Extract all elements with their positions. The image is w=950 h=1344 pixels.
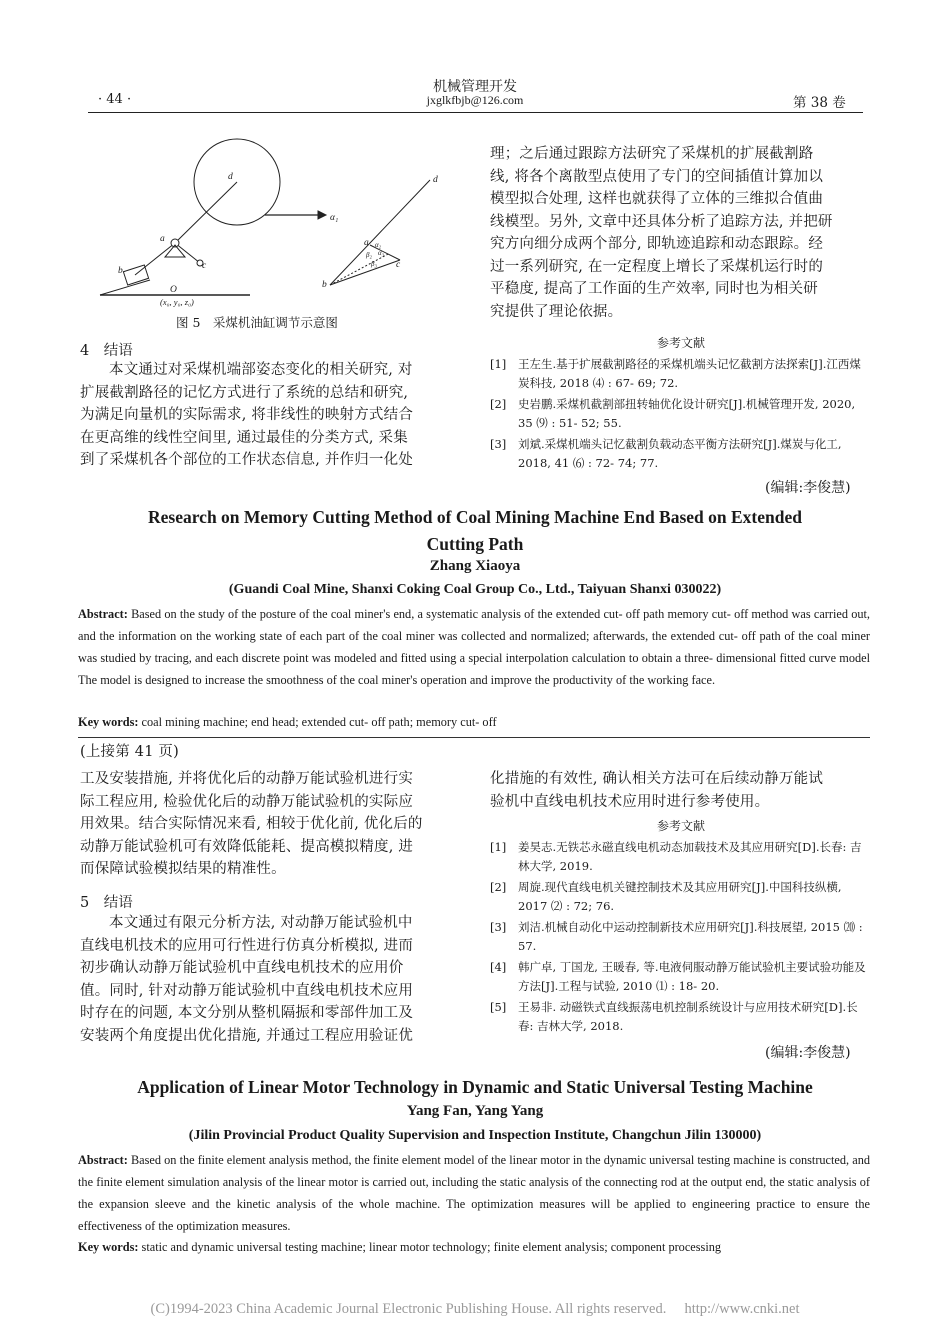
section-heading-4: 4 结语 [80, 343, 133, 359]
text-line: 本文通过有限元分析方法, 对动静万能试验机中 [109, 915, 413, 931]
text-line: 本文通过对采煤机端部姿态变化的相关研究, 对 [109, 362, 413, 378]
separator-rule [78, 737, 870, 738]
text-line: 工及安装措施, 并将优化后的动静万能试验机进行实 [80, 771, 414, 787]
copyright-footer: (C)1994-2023 China Academic Journal Electronic Publishing House. All rights reserved. http://www.cnki.net [150, 1301, 800, 1317]
ref-num: [4] [490, 960, 507, 974]
text-line: 直线电机技术的应用可行性进行仿真分析模拟, 进而 [80, 937, 414, 954]
editor-credit: (编辑:李俊慧) [765, 1045, 851, 1061]
abstract-text: Based on the finite element analysis method, the finite element model of the linear motor in the dynamic universal testing machine is constructed, and the finite element simulation analysis of the linear motor is carried out, including the static analysis of the connecting rod at the output end, the static analysis of the expansion sleeve and the kinetic analysis of the whole machine. The optimization measures will be applied to engineering practice to ensure the effectiveness of the optimization measures. [78, 1153, 870, 1233]
ref-num: [3] [490, 437, 507, 451]
ref-text: 王左生.基于扩展截割路径的采煤机端头记忆截割方法探索[J].江西煤炭科技, 2018 ⑷ : 67- 69; 72. [518, 357, 861, 390]
ref-num: [1] [490, 357, 507, 371]
title-line: Cutting Path [426, 534, 524, 554]
continued-note: (上接第 41 页) [80, 744, 179, 760]
keywords [78, 1236, 870, 1258]
abstract-label: Abstract: [78, 1153, 128, 1167]
reference-item [490, 435, 872, 472]
reference-item [490, 998, 872, 1035]
keywords-label: Key words: [78, 715, 139, 729]
ref-num: [3] [490, 920, 507, 934]
ref-num: [2] [490, 880, 507, 894]
editor-credit: (编辑:李俊慧) [765, 480, 851, 496]
text-line: 在更高维的线性空间里, 通过最佳的分类方式, 采集 [80, 429, 408, 446]
ref-text: 姜昊志.无铁芯永磁直线电机动态加载技术及其应用研究[D].长春: 吉林大学, 2019. [518, 840, 862, 873]
text-line: 化措施的有效性, 确认相关方法可在后续动静万能试 [490, 771, 824, 787]
ref-num: [5] [490, 1000, 507, 1014]
conclusion-right-1 [490, 143, 872, 323]
ref-text: 韩广卓, 丁国龙, 王暖春, 等.电液伺服动静万能试验机主要试验功能及方法[J].工程与试验, 2010 ⑴ : 18- 20. [518, 960, 866, 993]
text-line: 究提供了理论依据。 [490, 303, 623, 320]
ref-text: 刘斌.采煤机端头记忆截割负载动态平衡方法研究[J].煤炭与化工, 2018, 41 ⑹ : 72- 74; 77. [518, 437, 842, 470]
label-d-left: d [228, 172, 233, 182]
label-c-left: c [202, 261, 207, 271]
keywords-label: Key words: [78, 1240, 139, 1254]
label-O: O [170, 285, 177, 295]
text-line: 平稳度, 提高了工作面的生产效率, 同时也为相关研 [490, 281, 818, 297]
references-heading: 参考文献 [656, 819, 705, 833]
keywords-text: coal mining machine; end head; extended cut- off path; memory cut- off [141, 715, 497, 729]
affiliation: (Jilin Provincial Product Quality Supervision and Inspection Institute, Changchun Jilin 130000) [188, 1128, 762, 1143]
keywords-text: static and dynamic universal testing machine; linear motor technology; finite element analysis; component processing [141, 1240, 722, 1254]
text-line: 过一系列研究, 在一定程度上增长了采煤机运行时的 [490, 258, 824, 275]
ref-text: 刘洁.机械自动化中运动控制新技术应用研究[J].科技展望, 2015 ⒇ : 57. [518, 920, 863, 953]
text-line: 究方向细分成两个部分, 即轨迹追踪和动态跟踪。经 [490, 236, 824, 252]
english-title [70, 504, 880, 558]
english-title: Application of Linear Motor Technology in Dynamic and Static Universal Testing Machine [137, 1077, 813, 1097]
abstract [78, 1149, 870, 1237]
label-d-right: d [433, 175, 438, 185]
text-line: 理；之后通过跟踪方法研究了采煤机的扩展截割路 [490, 146, 814, 162]
conclusion-left-1 [80, 359, 458, 472]
label-coords: (x₀, y₀, z₀) [160, 297, 194, 307]
text-line: 用效果。结合实际情况来看, 相较于优化前, 优化后的 [80, 816, 423, 832]
page-number: · 44 · [98, 92, 132, 107]
journal-name: 机械管理开发 [433, 79, 517, 95]
text-line: 值。同时, 针对动静万能试验机中直线电机技术应用 [80, 982, 414, 999]
abstract [78, 603, 870, 691]
text-line: 扩展截割路径的记忆方式进行了系统的总结和研究, [80, 384, 409, 401]
label-b-left: b [118, 266, 123, 276]
ref-text: 史岩鹏.采煤机截割部扭转轴优化设计研究[J].机械管理开发, 2020, 35 ⑼ : 51- 52; 55. [518, 397, 856, 430]
label-a-left: a [160, 234, 165, 244]
reference-item [490, 395, 872, 432]
keywords [78, 711, 870, 733]
label-beta3: β₃ [371, 260, 377, 268]
ref-text: 周旋.现代直线电机关键控制技术及其应用研究[J].中国科技纵横, 2017 ⑵ : 72; 76. [518, 880, 842, 913]
text-line: 为满足向量机的实际需求, 将非线性的映射方式结合 [80, 407, 414, 423]
text-line: 际工程应用, 检验优化后的动静万能试验机的实际应 [80, 793, 414, 810]
text-line: 线模型。另外, 文章中还具体分析了追踪方法, 并把研 [490, 213, 833, 230]
reference-item [490, 918, 872, 955]
reference-item [490, 838, 872, 875]
figure-caption: 图 5 采煤机油缸调节示意图 [176, 315, 338, 330]
text-line: 动静万能试验机可有效降低能耗、提高模拟精度, 进 [80, 838, 414, 855]
label-a-right: a [364, 238, 369, 248]
label-alpha3: α₃ [378, 249, 385, 257]
abstract-label: Abstract: [78, 607, 128, 621]
label-alpha2: α₂ [375, 241, 382, 249]
reference-item [490, 355, 872, 392]
article2-left-1 [80, 768, 458, 881]
affiliation: (Guandi Coal Mine, Shanxi Coking Coal Group Co., Ltd., Taiyuan Shanxi 030022) [228, 582, 722, 597]
figure-5 [90, 135, 470, 310]
text-line: 初步确认动静万能试验机中直线电机技术的应用价 [80, 960, 404, 976]
text-line: 而保障试验模拟结果的精准性。 [80, 861, 286, 877]
journal-email: jxglkfbjb@126.com [426, 93, 524, 107]
references-list [490, 355, 872, 472]
article2-right [490, 768, 872, 813]
text-line: 验机中直线电机技术应用时进行参考使用。 [490, 793, 770, 810]
text-line: 安装两个角度提出优化措施, 并通过工程应用验证优 [80, 1027, 414, 1044]
text-line: 时存在的问题, 本文分别从整机隔振和零部件加工及 [80, 1005, 414, 1021]
label-alpha1: α₁ [330, 213, 339, 223]
article2-left-2 [80, 912, 458, 1047]
text-line: 到了采煤机各个部位的工作状态信息, 并作归一化处 [80, 452, 414, 468]
label-c-right: c [396, 260, 401, 270]
text-line: 模型拟合处理, 这样也就获得了立体的三维拟合值曲 [490, 191, 824, 207]
label-beta2: β₂ [366, 251, 372, 259]
author: Yang Fan, Yang Yang [406, 1103, 544, 1119]
abstract-text: Based on the study of the posture of the coal miner's end, a systematic analysis of the extended cut- off path memory cut- off method was carried out, and the information on the working state of each part of the coal miner was collected and normalized; afterwards, the extended cut- off path of the coal miner was studied by tracing, and each discrete point was modeled and fitted using a special interpolation calculation to obtain a three- dimensional fitted curve model The model is designed to increase the smoothness of the coal miner's operation and improve the productivity of the working face. [78, 607, 870, 687]
title-line: Research on Memory Cutting Method of Coal Mining Machine End Based on Extended [148, 507, 802, 527]
references-heading: 参考文献 [656, 336, 705, 350]
label-b-right: b [322, 280, 327, 290]
reference-item [490, 878, 872, 915]
volume: 第 38 卷 [793, 95, 846, 111]
header-rule [88, 112, 863, 113]
references-list [490, 838, 872, 1035]
ref-num: [2] [490, 397, 507, 411]
ref-num: [1] [490, 840, 507, 854]
author: Zhang Xiaoya [429, 558, 521, 574]
ref-text: 王易非. 动磁铁式直线振荡电机控制系统设计与应用技术研究[D].长春: 吉林大学, 2018. [518, 1000, 858, 1033]
section-heading-5: 5 结语 [80, 895, 133, 911]
text-line: 线, 将各个离散型点使用了专门的空间插值计算加以 [490, 168, 824, 185]
reference-item [490, 958, 872, 995]
